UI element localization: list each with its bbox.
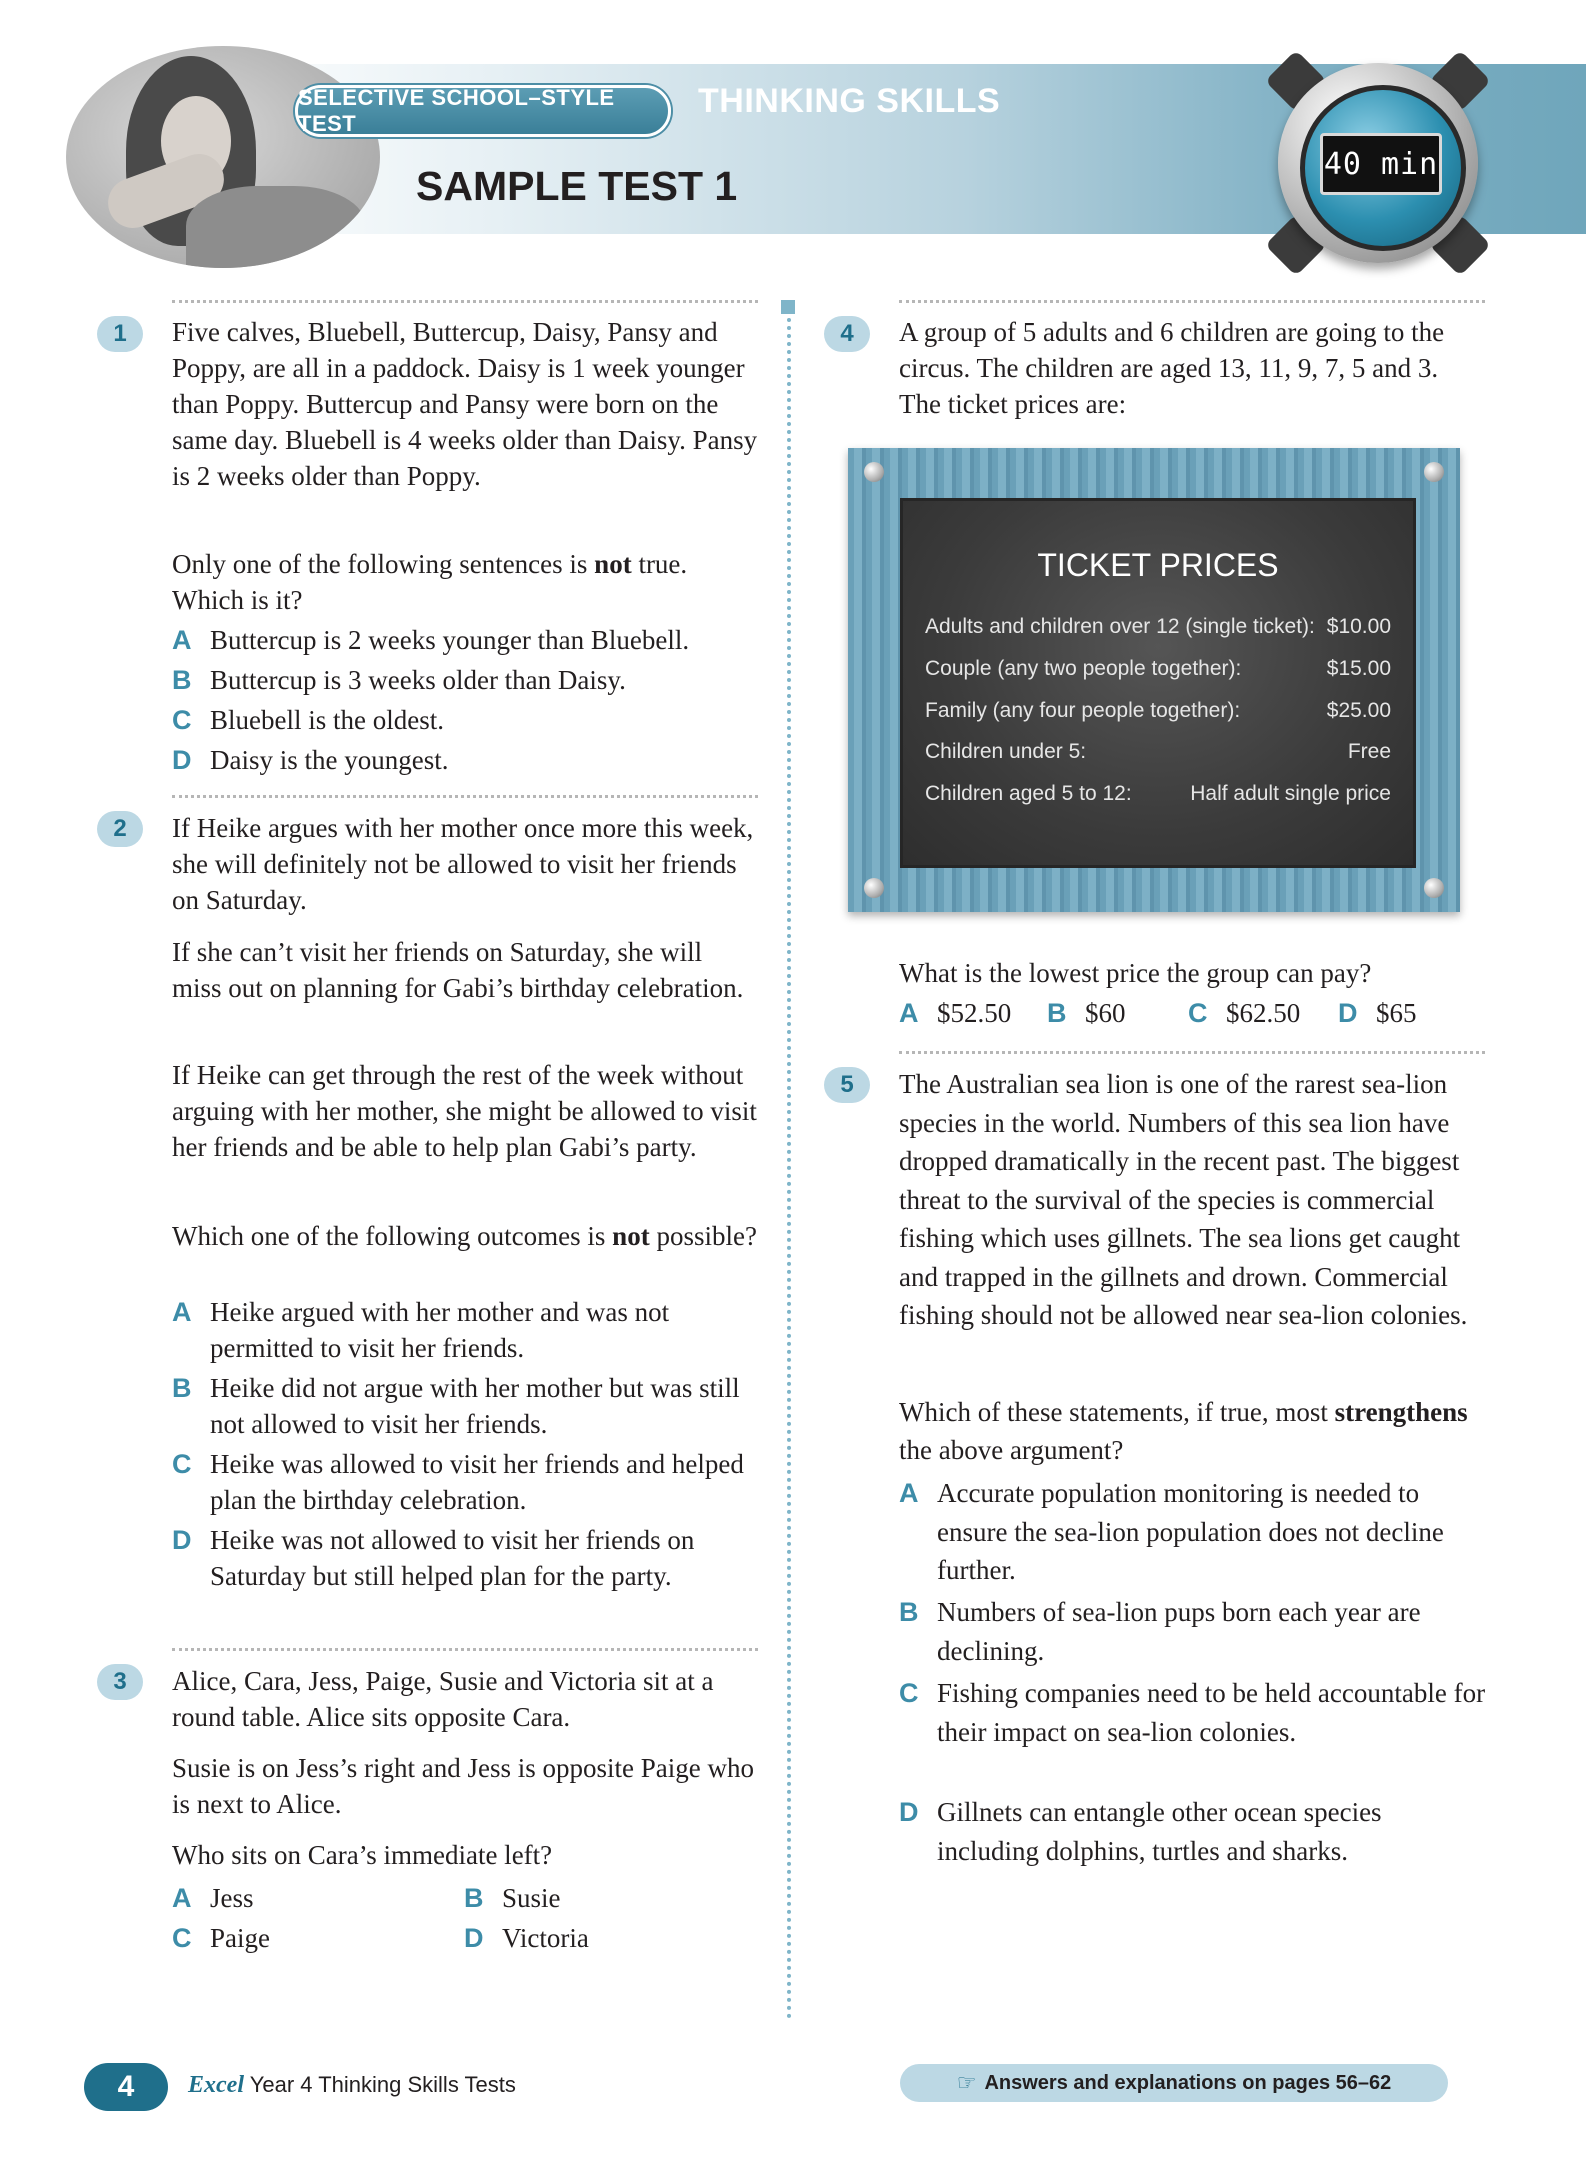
q1-stem: Five calves, Bluebell, Buttercup, Daisy, Pansy and Poppy, are all in a paddock. Daisy is 1 week younger than Poppy. Buttercup and Pansy were born on the same day. Bluebell is 4 weeks older than Daisy. Pansy is 2 weeks older than Poppy. bbox=[172, 317, 758, 491]
q3-prompt: Who sits on Cara’s immediate left? bbox=[172, 1840, 553, 1870]
price-row: Couple (any two people together): $15.00 bbox=[925, 657, 1391, 680]
page-number: 4 bbox=[84, 2063, 168, 2111]
price-row: Family (any four people together): $25.00 bbox=[925, 699, 1391, 722]
q2-paragraph-1: If Heike argues with her mother once more this week, she will definitely not be allowed to visit her friends on Saturday. bbox=[172, 813, 754, 915]
q5-prompt: Which of these statements, if true, most strengthens the above argument? bbox=[899, 1397, 1468, 1465]
answers-reference: ☞ Answers and explanations on pages 56–62 bbox=[900, 2064, 1448, 2102]
timer-display: 40 min bbox=[1320, 133, 1442, 195]
price-row: Children under 5: Free bbox=[925, 740, 1391, 763]
question-number-1: 1 bbox=[97, 316, 143, 352]
q1-prompt: Only one of the following sentences is not true. Which is it? bbox=[172, 549, 688, 615]
q2-paragraph-3: If Heike can get through the rest of the week without arguing with her mother, she might be allowed to visit her friends and be able to help plan Gabi’s party. bbox=[172, 1060, 757, 1162]
question-separator bbox=[172, 795, 758, 798]
question-number-4: 4 bbox=[824, 316, 870, 352]
brand-logo: Excel bbox=[188, 2072, 244, 2098]
pointing-hand-icon: ☞ bbox=[956, 2070, 977, 2095]
q4-stem: A group of 5 adults and 6 children are going to the circus. The children are aged 13, 11, 9, 7, 5 and 3. The ticket prices are: bbox=[899, 317, 1445, 419]
screw-icon bbox=[1424, 878, 1444, 898]
question-number-2: 2 bbox=[97, 811, 143, 847]
price-row: Children aged 5 to 12: Half adult single price bbox=[925, 782, 1391, 805]
stopwatch-icon bbox=[1270, 55, 1486, 271]
section-title: THINKING SKILLS bbox=[698, 82, 1001, 120]
q3-paragraph-2: Susie is on Jess’s right and Jess is opposite Paige who is next to Alice. bbox=[172, 1753, 755, 1819]
chalkboard bbox=[900, 498, 1416, 868]
q4-prompt: What is the lowest price the group can pay? bbox=[899, 958, 1372, 988]
question-separator bbox=[172, 1648, 758, 1651]
question-separator bbox=[899, 300, 1485, 303]
question-number-3: 3 bbox=[97, 1664, 143, 1700]
book-title: Excel Year 4 Thinking Skills Tests bbox=[188, 2072, 516, 2098]
page-title: SAMPLE TEST 1 bbox=[416, 163, 738, 209]
question-separator bbox=[172, 300, 758, 303]
test-type-tag: SELECTIVE SCHOOL–STYLE TEST bbox=[295, 85, 671, 137]
ticket-prices-board bbox=[848, 448, 1460, 912]
question-separator bbox=[899, 1051, 1485, 1054]
student-photo bbox=[66, 46, 380, 268]
board-title: TICKET PRICES bbox=[1037, 547, 1279, 583]
screw-icon bbox=[1424, 462, 1444, 482]
question-number-5: 5 bbox=[824, 1067, 870, 1103]
price-row: Adults and children over 12 (single ticket): $10.00 bbox=[925, 615, 1391, 638]
screw-icon bbox=[864, 878, 884, 898]
screw-icon bbox=[864, 462, 884, 482]
q2-prompt: Which one of the following outcomes is not possible? bbox=[172, 1221, 757, 1251]
q2-paragraph-2: If she can’t visit her friends on Saturday, she will miss out on planning for Gabi’s birthday celebration. bbox=[172, 937, 744, 1003]
column-divider bbox=[787, 310, 791, 2020]
q5-stem: The Australian sea lion is one of the rarest sea-lion species in the world. Numbers of this sea lion have dropped dramatically in the recent past. The biggest threat to the survival of the species is commercial fishing which uses gillnets. The sea lions get caught and trapped in the gillnets and drown. Commercial fishing should not be allowed near sea-lion colonies. bbox=[899, 1069, 1468, 1330]
q3-paragraph-1: Alice, Cara, Jess, Paige, Susie and Victoria sit at a round table. Alice sits opposite Cara. bbox=[172, 1666, 714, 1732]
